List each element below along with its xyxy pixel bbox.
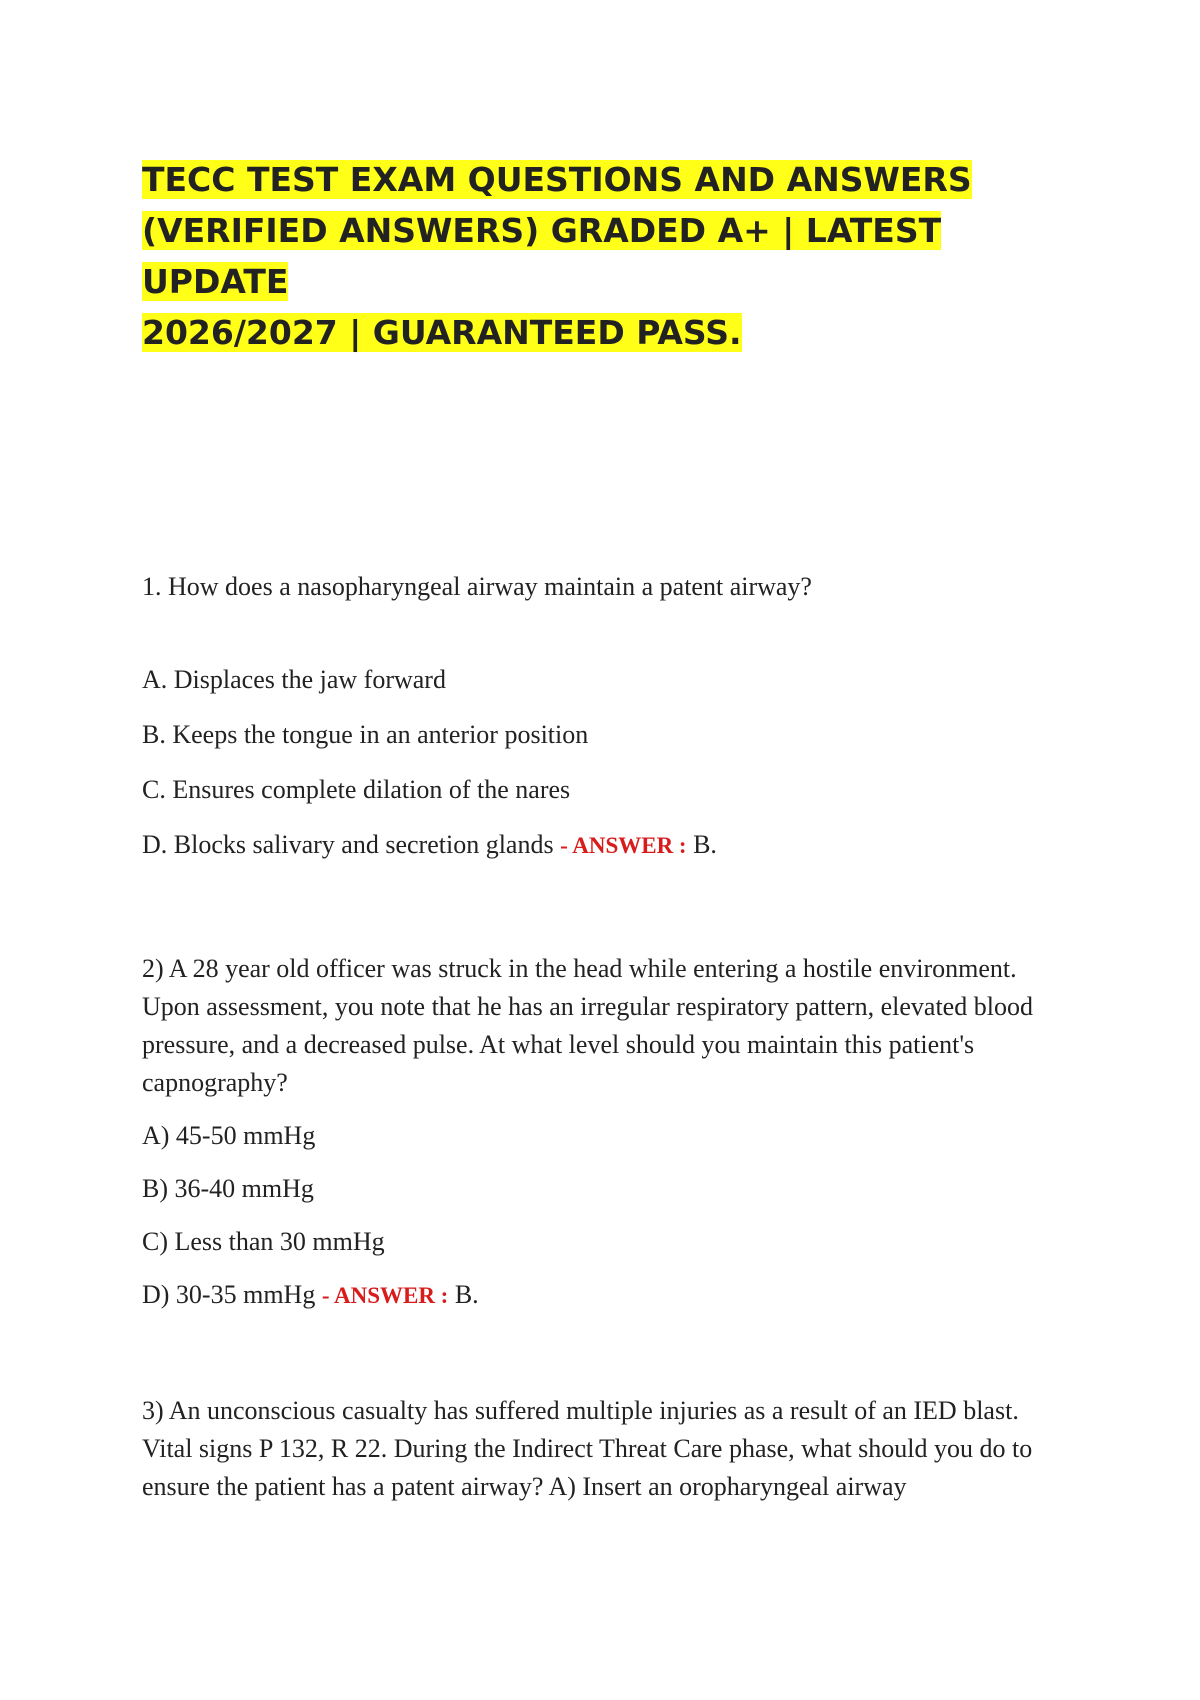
title-line-3: 2026/2027 | GUARANTEED PASS. — [142, 313, 742, 352]
question-2-answer-label: - ANSWER : — [321, 1283, 449, 1308]
question-1-option-d-row — [142, 826, 1062, 865]
document-title — [142, 154, 1042, 358]
question-3-text: 3) An unconscious casualty has suffered multiple injuries as a result of an IED blast. Vital signs P 132, R 22. During the Indirect Threat Care phase, what should you do to ensure the patient has a patent airway? A) Insert an oropharyngeal airway — [142, 1396, 1033, 1501]
question-2-answer-value: B. — [448, 1280, 479, 1309]
question-1-option-d: D. Blocks salivary and secretion glands — [142, 830, 554, 859]
question-2-text: 2) A 28 year old officer was struck in the head while entering a hostile environment. Upon assessment, you note that he has an irregular respiratory pattern, elevated blood pressure, and a decreased pulse. At what level should you maintain this patient's capnography? — [142, 954, 1033, 1097]
question-2-option-c: C) Less than 30 mmHg — [142, 1227, 385, 1256]
question-2-option-b: B) 36-40 mmHg — [142, 1174, 314, 1203]
question-1 — [142, 568, 1062, 882]
question-1-text: 1. How does a nasopharyngeal airway maintain a patent airway? — [142, 572, 812, 601]
question-1-option-a: A. Displaces the jaw forward — [142, 665, 446, 694]
title-line-1: TECC TEST EXAM QUESTIONS AND ANSWERS — [142, 160, 972, 199]
question-1-option-c: C. Ensures complete dilation of the nares — [142, 775, 571, 804]
question-2 — [142, 950, 1062, 1315]
question-1-answer-label: - ANSWER : — [560, 833, 687, 858]
title-line-2: (VERIFIED ANSWERS) GRADED A+ | LATEST UPDATE — [142, 211, 942, 301]
question-2-options — [142, 1117, 1062, 1315]
question-1-options — [142, 661, 1062, 865]
question-3 — [142, 1392, 1062, 1506]
question-2-option-d-row — [142, 1276, 1062, 1315]
question-1-answer-value: B. — [686, 830, 717, 859]
question-2-option-a: A) 45-50 mmHg — [142, 1121, 316, 1150]
question-1-option-b: B. Keeps the tongue in an anterior position — [142, 720, 589, 749]
question-2-option-d: D) 30-35 mmHg — [142, 1280, 316, 1309]
